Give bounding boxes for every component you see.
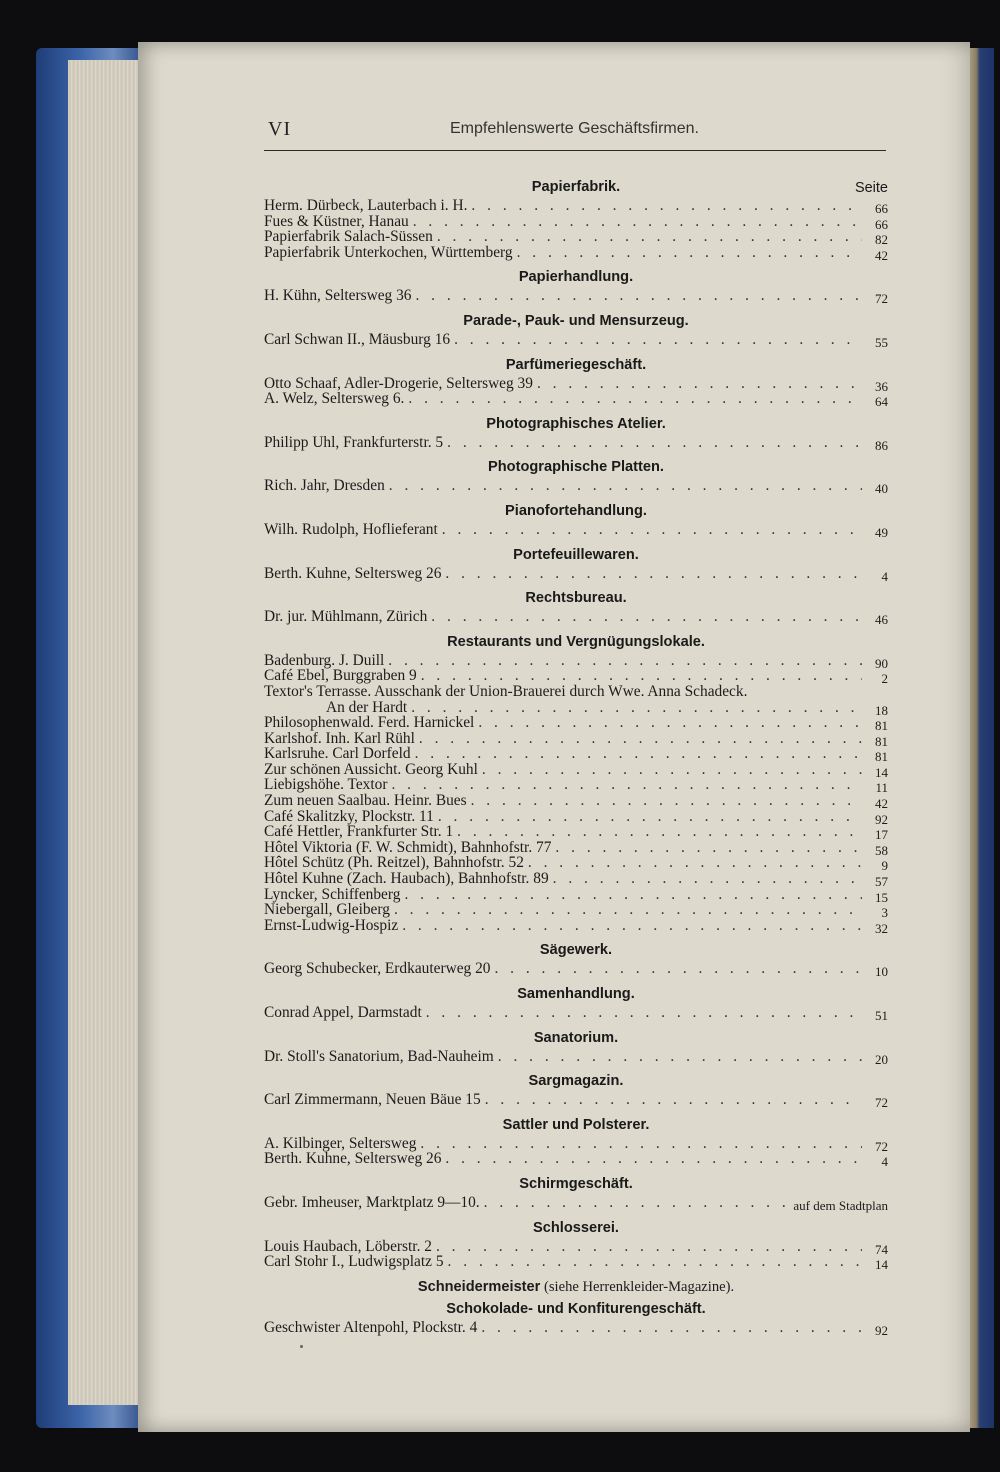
page-reference: 36	[875, 378, 888, 394]
firm-name: Karlshof. Inh. Karl Rühl	[264, 729, 415, 747]
dot-leader	[437, 229, 862, 245]
list-item	[264, 700, 888, 716]
list-item	[264, 653, 888, 669]
firm-name: Geschwister Altenpohl, Plockstr. 4	[264, 1318, 478, 1336]
firm-name: A. Welz, Seltersweg 6.	[264, 390, 405, 408]
list-item	[264, 477, 888, 497]
page-reference: 10	[875, 964, 888, 980]
category-heading: Parade-, Pauk- und Mensurzeug.	[463, 312, 689, 329]
category-heading: Photographische Platten.	[488, 459, 664, 476]
list-item	[264, 566, 888, 582]
firm-name: Conrad Appel, Darmstadt	[264, 1004, 422, 1021]
list-item	[264, 228, 888, 248]
list-item	[264, 809, 888, 825]
dot-leader	[413, 214, 862, 230]
page-reference: 17	[875, 827, 888, 843]
firm-name: Papierfabrik Unterkochen, Württemberg	[264, 243, 513, 261]
category-heading: Restaurants und Vergnügungslokale.	[447, 633, 705, 650]
dot-leader	[391, 777, 862, 793]
page-reference: 72	[875, 291, 888, 307]
page-reference: 74	[875, 1241, 888, 1257]
list-item	[264, 287, 888, 307]
category-heading: Sattler und Polsterer.	[502, 1116, 650, 1133]
page-reference: 4	[881, 1154, 888, 1170]
dot-leader	[408, 391, 862, 407]
firm-name: Textor's Terrasse. Ausschank der Union-Brauerei durch Wwe. Anna Schadeck.	[264, 682, 748, 700]
firm-name: H. Kühn, Seltersweg 36	[264, 287, 412, 305]
dot-leader	[481, 1320, 862, 1336]
dot-leader	[388, 653, 862, 669]
dot-leader	[438, 809, 862, 825]
firm-name: Rich. Jahr, Dresden	[264, 477, 385, 495]
firm-name: Café Hettler, Frankfurter Str. 1	[264, 823, 454, 841]
firm-name: Liebigshöhe. Textor	[264, 776, 388, 794]
category-section	[264, 939, 888, 980]
firm-name: Hôtel Schütz (Ph. Reitzel), Bahnhofstr. 52	[264, 854, 524, 872]
category-heading: Samenhandlung.	[517, 986, 635, 1002]
page-reference: 72	[875, 1095, 888, 1111]
firm-name: Lyncker, Schiffenberg	[264, 885, 401, 903]
dot-leader	[478, 715, 862, 731]
firm-name: Philipp Uhl, Frankfurterstr. 5	[264, 433, 444, 451]
page-reference: 15	[875, 889, 888, 905]
list-item	[264, 776, 888, 796]
firm-name: Café Ebel, Burggraben 9	[264, 667, 417, 685]
category-section	[264, 544, 888, 582]
list-item	[264, 214, 888, 230]
category-heading: Parfümeriegeschäft.	[505, 356, 647, 373]
category-section	[264, 413, 888, 451]
page-reference: 51	[875, 1008, 888, 1023]
category-heading: Pianofortehandlung.	[505, 502, 647, 519]
list-item	[264, 714, 888, 734]
list-item	[264, 667, 888, 687]
firm-name: Otto Schaaf, Adler-Drogerie, Seltersweg 39	[264, 374, 533, 392]
page-reference: 3	[881, 905, 888, 921]
dot-leader	[411, 700, 862, 716]
page-block-edge	[68, 60, 148, 1405]
list-item	[264, 1049, 888, 1065]
dot-leader	[431, 609, 862, 625]
firm-name: Hôtel Kuhne (Zach. Haubach), Bahnhofstr. 89	[264, 870, 549, 888]
category-section	[264, 631, 888, 934]
list-item	[264, 840, 888, 856]
category-heading: Sargmagazin.	[528, 1073, 624, 1090]
firm-name: Berth. Kuhne, Seltersweg 26	[264, 1150, 442, 1168]
note-heading: Schneidermeister	[417, 1278, 541, 1295]
paper-speck	[300, 1345, 303, 1348]
firm-name: A. Kilbinger, Seltersweg	[264, 1134, 417, 1152]
page-reference: 81	[875, 733, 888, 749]
list-item	[264, 918, 888, 934]
page-reference: 49	[875, 524, 888, 540]
category-section	[264, 1298, 888, 1336]
category-section	[264, 1070, 888, 1111]
note-text: (siehe Herrenkleider-Magazine).	[540, 1278, 735, 1295]
page-reference: 14	[875, 764, 888, 780]
page-reference: 58	[875, 842, 888, 858]
firm-name: Gebr. Imheuser, Marktplatz 9—10.	[264, 1193, 480, 1211]
page-reference: 86	[875, 437, 888, 453]
page-reference: 92	[875, 1322, 888, 1338]
page-reference: 55	[875, 334, 888, 350]
firm-name: Georg Schubecker, Erdkauterweg 20	[264, 960, 491, 978]
dot-leader	[402, 918, 862, 934]
dot-leader	[415, 746, 862, 762]
page-reference: 11	[875, 780, 888, 796]
category-section	[264, 1114, 888, 1170]
category-section	[264, 1173, 888, 1211]
list-item	[264, 1150, 888, 1170]
category-section	[264, 1027, 888, 1065]
list-item	[264, 390, 888, 410]
category-section	[264, 266, 888, 307]
dot-leader	[445, 566, 862, 582]
list-item	[264, 376, 888, 392]
page-reference: 57	[875, 874, 888, 890]
list-item	[264, 1239, 888, 1255]
dot-leader	[537, 376, 862, 392]
firm-name: Carl Schwan II., Mäusburg 16	[264, 330, 451, 348]
dot-leader	[471, 793, 862, 809]
dot-leader	[457, 824, 862, 840]
list-item	[264, 792, 888, 812]
dot-leader	[426, 1005, 862, 1021]
firm-name: Hôtel Viktoria (F. W. Schmidt), Bahnhofstr. 77	[264, 838, 552, 856]
page-reference: 14	[875, 1257, 888, 1273]
list-item	[264, 762, 888, 778]
list-item	[264, 731, 888, 747]
list-item	[264, 332, 888, 348]
list-item	[264, 522, 888, 538]
page-reference: 64	[875, 394, 888, 410]
page-reference: 66	[875, 216, 888, 232]
page-reference: 40	[875, 481, 888, 497]
category-heading: Schirmgeschäft.	[519, 1175, 633, 1192]
category-heading: Papierhandlung.	[518, 269, 634, 286]
dot-leader	[482, 762, 862, 778]
dot-leader	[555, 840, 862, 856]
dot-leader	[494, 961, 862, 977]
list-item	[264, 745, 888, 765]
list-item	[264, 887, 888, 903]
firm-name: Zur schönen Aussicht. Georg Kuhl	[264, 760, 478, 778]
category-section	[264, 1217, 888, 1273]
list-item	[264, 823, 888, 843]
dot-leader	[419, 731, 862, 747]
list-item	[264, 608, 888, 628]
category-heading: Sägewerk.	[539, 942, 613, 959]
category-heading: Sanatorium.	[533, 1029, 619, 1046]
category-heading: Rechtsbureau.	[525, 590, 627, 607]
page-reference: 42	[875, 796, 888, 812]
page-reference: 32	[875, 920, 888, 936]
firm-name: Zum neuen Saalbau. Heinr. Bues	[264, 792, 467, 810]
category-section	[264, 587, 888, 628]
dot-leader	[447, 435, 862, 451]
category-heading: Schlosserei.	[533, 1219, 619, 1236]
dot-leader	[394, 902, 862, 918]
page-reference: 20	[875, 1051, 888, 1067]
page-reference: 42	[875, 247, 888, 263]
list-item	[264, 245, 888, 261]
list-item	[264, 1253, 888, 1273]
dot-leader	[553, 871, 862, 887]
firm-name: An der Hardt	[326, 698, 408, 716]
list-item	[264, 684, 888, 700]
running-head-title: Empfehlenswerte Geschäftsfirmen.	[450, 120, 699, 137]
list-item	[264, 1136, 888, 1152]
firm-name: Carl Stohr I., Ludwigsplatz 5	[264, 1253, 444, 1271]
firm-name: Dr. Stoll's Sanatorium, Bad-Nauheim	[264, 1047, 494, 1065]
page-reference: 4	[881, 568, 888, 584]
list-item	[264, 870, 888, 890]
category-section	[264, 500, 888, 538]
directory-listing	[264, 176, 888, 1341]
dot-leader	[404, 887, 862, 903]
dot-leader	[389, 478, 862, 494]
dot-leader	[517, 245, 862, 261]
firm-name: Dr. jur. Mühlmann, Zürich	[264, 608, 428, 626]
list-item	[264, 435, 888, 451]
page-reference: 9	[881, 858, 888, 874]
page-column-label: Seite	[854, 180, 888, 196]
page-reference: auf dem Stadtplan	[793, 1197, 888, 1213]
firm-name: Philosophenwald. Ferd. Harnickel	[264, 714, 475, 732]
page-reference: 66	[875, 201, 888, 216]
page-reference: 46	[875, 612, 888, 628]
firm-name: Badenburg. J. Duill	[264, 651, 385, 669]
page-reference: 82	[875, 232, 888, 248]
page-reference: 2	[881, 671, 888, 687]
page-reference: 81	[875, 749, 888, 765]
firm-name: Carl Zimmermann, Neuen Bäue 15	[264, 1091, 481, 1109]
category-section	[264, 310, 888, 348]
dot-leader	[436, 1239, 862, 1255]
list-item	[264, 1091, 888, 1111]
category-heading: Papierfabrik.	[531, 179, 621, 195]
dot-leader	[442, 522, 862, 538]
dot-leader	[454, 332, 862, 348]
list-item	[264, 960, 888, 980]
list-item	[264, 901, 888, 921]
firm-name: Karlsruhe. Carl Dorfeld	[264, 745, 411, 763]
category-heading: Photographisches Atelier.	[486, 415, 666, 432]
list-item	[264, 1195, 888, 1211]
cross-reference-note	[264, 1276, 888, 1298]
dot-leader	[420, 1136, 862, 1152]
page-reference: 81	[875, 718, 888, 734]
firm-name: Herm. Dürbeck, Lauterbach i. H.	[264, 197, 468, 214]
list-item	[264, 854, 888, 874]
dot-leader	[484, 1195, 790, 1211]
list-item	[264, 1320, 888, 1336]
category-heading: Schokolade- und Konfiturengeschäft.	[446, 1300, 706, 1317]
dot-leader	[445, 1151, 862, 1167]
dot-leader	[498, 1049, 862, 1065]
category-heading: Portefeuillewaren.	[513, 546, 639, 563]
list-item	[264, 198, 888, 214]
page-number: VI	[268, 118, 292, 140]
list-item	[264, 1005, 888, 1021]
dot-leader	[415, 288, 862, 304]
page-reference: 92	[875, 811, 888, 827]
category-section	[264, 354, 888, 410]
category-section	[264, 176, 888, 263]
firm-name: Fues & Küstner, Hanau	[264, 212, 409, 230]
dot-leader	[528, 855, 862, 871]
firm-name: Niebergall, Gleiberg	[264, 901, 390, 919]
firm-name: Berth. Kuhne, Seltersweg 26	[264, 564, 442, 582]
firm-name: Louis Haubach, Löberstr. 2	[264, 1237, 432, 1255]
page-reference: 72	[875, 1138, 888, 1154]
page-reference: 90	[875, 655, 888, 671]
dot-leader	[485, 1092, 862, 1108]
page-reference: 18	[875, 702, 888, 718]
firm-name: Wilh. Rudolph, Hoflieferant	[264, 520, 438, 538]
firm-name: Ernst-Ludwig-Hospiz	[264, 916, 399, 934]
firm-name: Café Skalitzky, Plockstr. 11	[264, 807, 434, 825]
category-section	[264, 456, 888, 497]
category-section	[264, 983, 888, 1021]
firm-name: Papierfabrik Salach-Süssen	[264, 228, 433, 246]
running-head	[264, 118, 886, 151]
dot-leader	[421, 668, 862, 684]
dot-leader	[471, 198, 862, 214]
dot-leader	[448, 1254, 862, 1270]
